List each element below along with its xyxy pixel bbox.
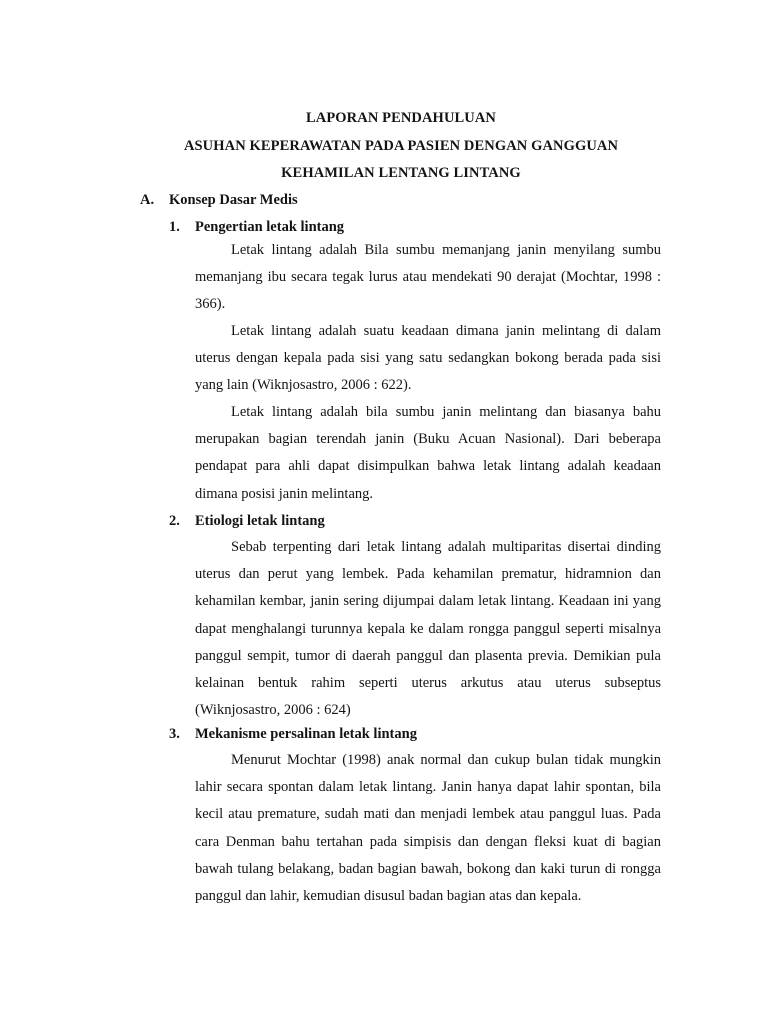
subsection-2-title: Etiologi letak lintang [195, 513, 325, 529]
subsection-1-title: Pengertian letak lintang [195, 219, 345, 235]
subsection-1-paragraph-3: Letak lintang adalah bila sumbu janin melintang dan biasanya bahu merupakan bagian terendah janin (Buku Acuan Nasional). Dari beberapa pendapat para ahli dapat disimpulkan bahwa letak lintang adalah keadaan dimana posisi janin melintang. [195, 404, 661, 502]
report-title-line-3: KEHAMILAN LENTANG LINTANG [281, 165, 521, 181]
report-title-line-1: LAPORAN PENDAHULUAN [306, 110, 496, 126]
subsection-1-paragraph-2: Letak lintang adalah suatu keadaan dimana janin melintang di dalam uterus dengan kepala pada sisi yang satu sedangkan bokong berada pada sisi yang lain (Wiknjosastro, 2006 : 622). [195, 323, 661, 394]
subsection-3-paragraph-1: Menurut Mochtar (1998) anak normal dan cukup bulan tidak mungkin lahir secara spontan dalam letak lintang. Janin hanya dapat lahir spontan, bila kecil atau premature, sudah mati dan menjadi lembek atau panggul luas. Pada cara Denman bahu tertahan pada simpisis dan dengan fleksi kuat di bagian bawah tulang belakang, badan bagian bawah, bokong dan kaki turun di rongga panggul dan lahir, kemudian disusul badan bagian atas dan kepala. [195, 752, 661, 905]
subsection-1-number: 1. [169, 219, 180, 235]
subsection-2-paragraph-1: Sebab terpenting dari letak lintang adalah multiparitas disertai dinding uterus dan perut yang lembek. Pada kehamilan prematur, hidramnion dan kehamilan kembar, janin sering dijumpai dalam letak lintang. Keadaan ini yang dapat menghalangi turunnya kepala ke dalam rongga panggul seperti misalnya panggul sempit, tumor di daerah panggul dan plasenta previa. Demikian pula kelainan bentuk rahim seperti uterus arkutus atau uterus subseptus (Wiknjosastro, 2006 : 624) [195, 539, 661, 719]
report-title-line-2: ASUHAN KEPERAWATAN PADA PASIEN DENGAN GANGGUAN [183, 138, 619, 154]
section-a-title: Konsep Dasar Medis [169, 192, 298, 208]
subsection-2-number: 2. [169, 513, 180, 529]
subsection-1-paragraph-1: Letak lintang adalah Bila sumbu memanjang janin menyilang sumbu memanjang ibu secara tegak lurus atau mendekati 90 derajat (Mochtar, 1998 : 366). [195, 242, 661, 313]
section-a-number: A. [140, 192, 155, 208]
subsection-3-title: Mekanisme persalinan letak lintang [195, 726, 417, 742]
subsection-3-number: 3. [169, 726, 180, 742]
